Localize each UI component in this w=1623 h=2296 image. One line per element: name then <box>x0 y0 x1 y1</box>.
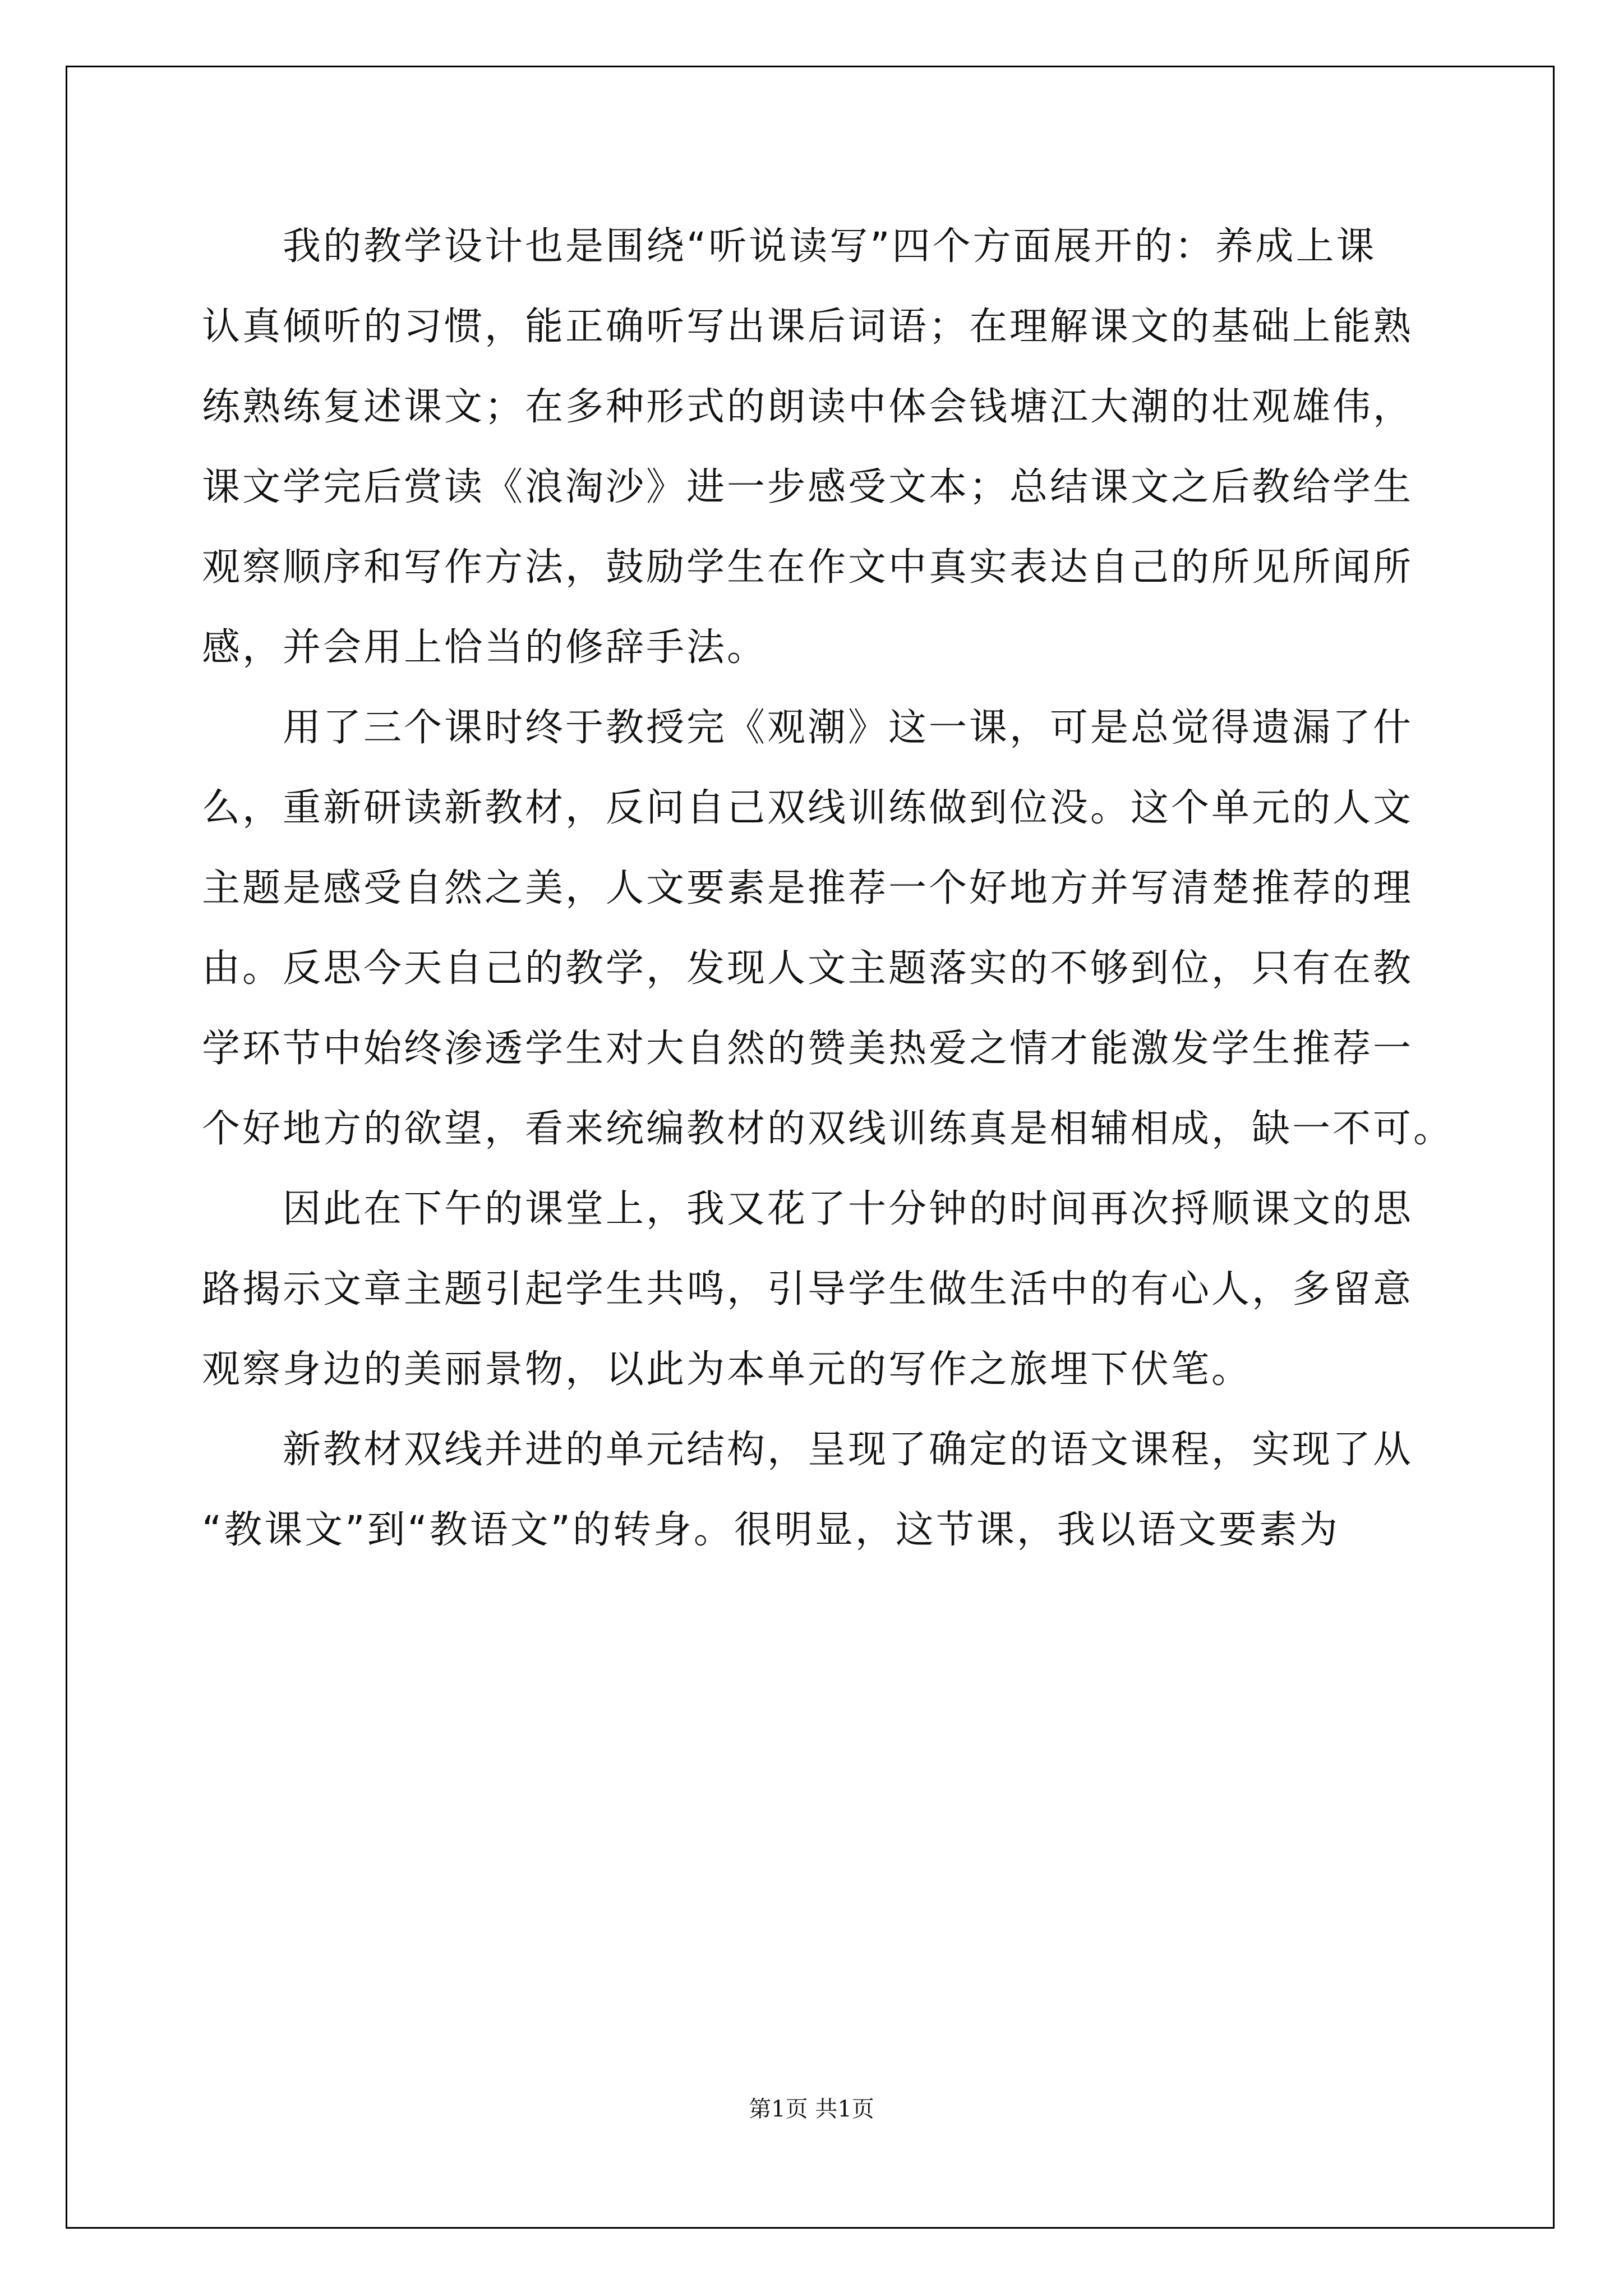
text-line: 认真倾听的习惯，能正确听写出课后词语；在理解课文的基础上能熟 <box>202 305 1414 349</box>
text-line: 我的教学设计也是围绕“听说读写”四个方面展开的：养成上课 <box>283 224 1377 269</box>
text-line: 观察身边的美丽景物，以此为本单元的写作之旅埋下伏笔。 <box>202 1347 1252 1392</box>
paragraph-1 <box>202 206 1458 688</box>
text-line: “教课文”到“教语文”的转身。很明显，这节课，我以语文要素为 <box>202 1508 1340 1552</box>
text-line: 新教材双线并进的单元结构，呈现了确定的语文课程，实现了从 <box>283 1428 1414 1472</box>
paragraph-2 <box>202 688 1458 1169</box>
document-body <box>202 206 1458 1570</box>
text-line: 个好地方的欲望，看来统编教材的双线训练真是相辅相成，缺一不可。 <box>202 1107 1454 1151</box>
text-line: 么，重新研读新教材，反问自己双线训练做到位没。这个单元的人文 <box>202 786 1414 830</box>
text-line: 用了三个课时终于教授完《观潮》这一课，可是总觉得遗漏了什 <box>283 706 1414 750</box>
text-line: 因此在下午的课堂上，我又花了十分钟的时间再次捋顺课文的思 <box>283 1187 1414 1231</box>
text-line: 课文学完后赏读《浪淘沙》进一步感受文本；总结课文之后教给学生 <box>202 465 1414 509</box>
paragraph-3 <box>202 1169 1458 1410</box>
text-line: 练熟练复述课文；在多种形式的朗读中体会钱塘江大潮的壮观雄伟， <box>202 385 1414 429</box>
text-line: 由。反思今天自己的教学，发现人文主题落实的不够到位，只有在教 <box>202 946 1414 991</box>
text-line: 路揭示文章主题引起学生共鸣，引导学生做生活中的有心人，多留意 <box>202 1267 1414 1312</box>
page-footer: 第1页 共1页 <box>749 2096 874 2122</box>
text-line: 学环节中始终渗透学生对大自然的赞美热爱之情才能激发学生推荐一 <box>202 1027 1414 1071</box>
paragraph-4 <box>202 1410 1458 1570</box>
text-line: 观察顺序和写作方法，鼓励学生在作文中真实表达自己的所见所闻所 <box>202 545 1414 590</box>
text-line: 感，并会用上恰当的修辞手法。 <box>202 625 768 670</box>
text-line: 主题是感受自然之美，人文要素是推荐一个好地方并写清楚推荐的理 <box>202 866 1414 910</box>
